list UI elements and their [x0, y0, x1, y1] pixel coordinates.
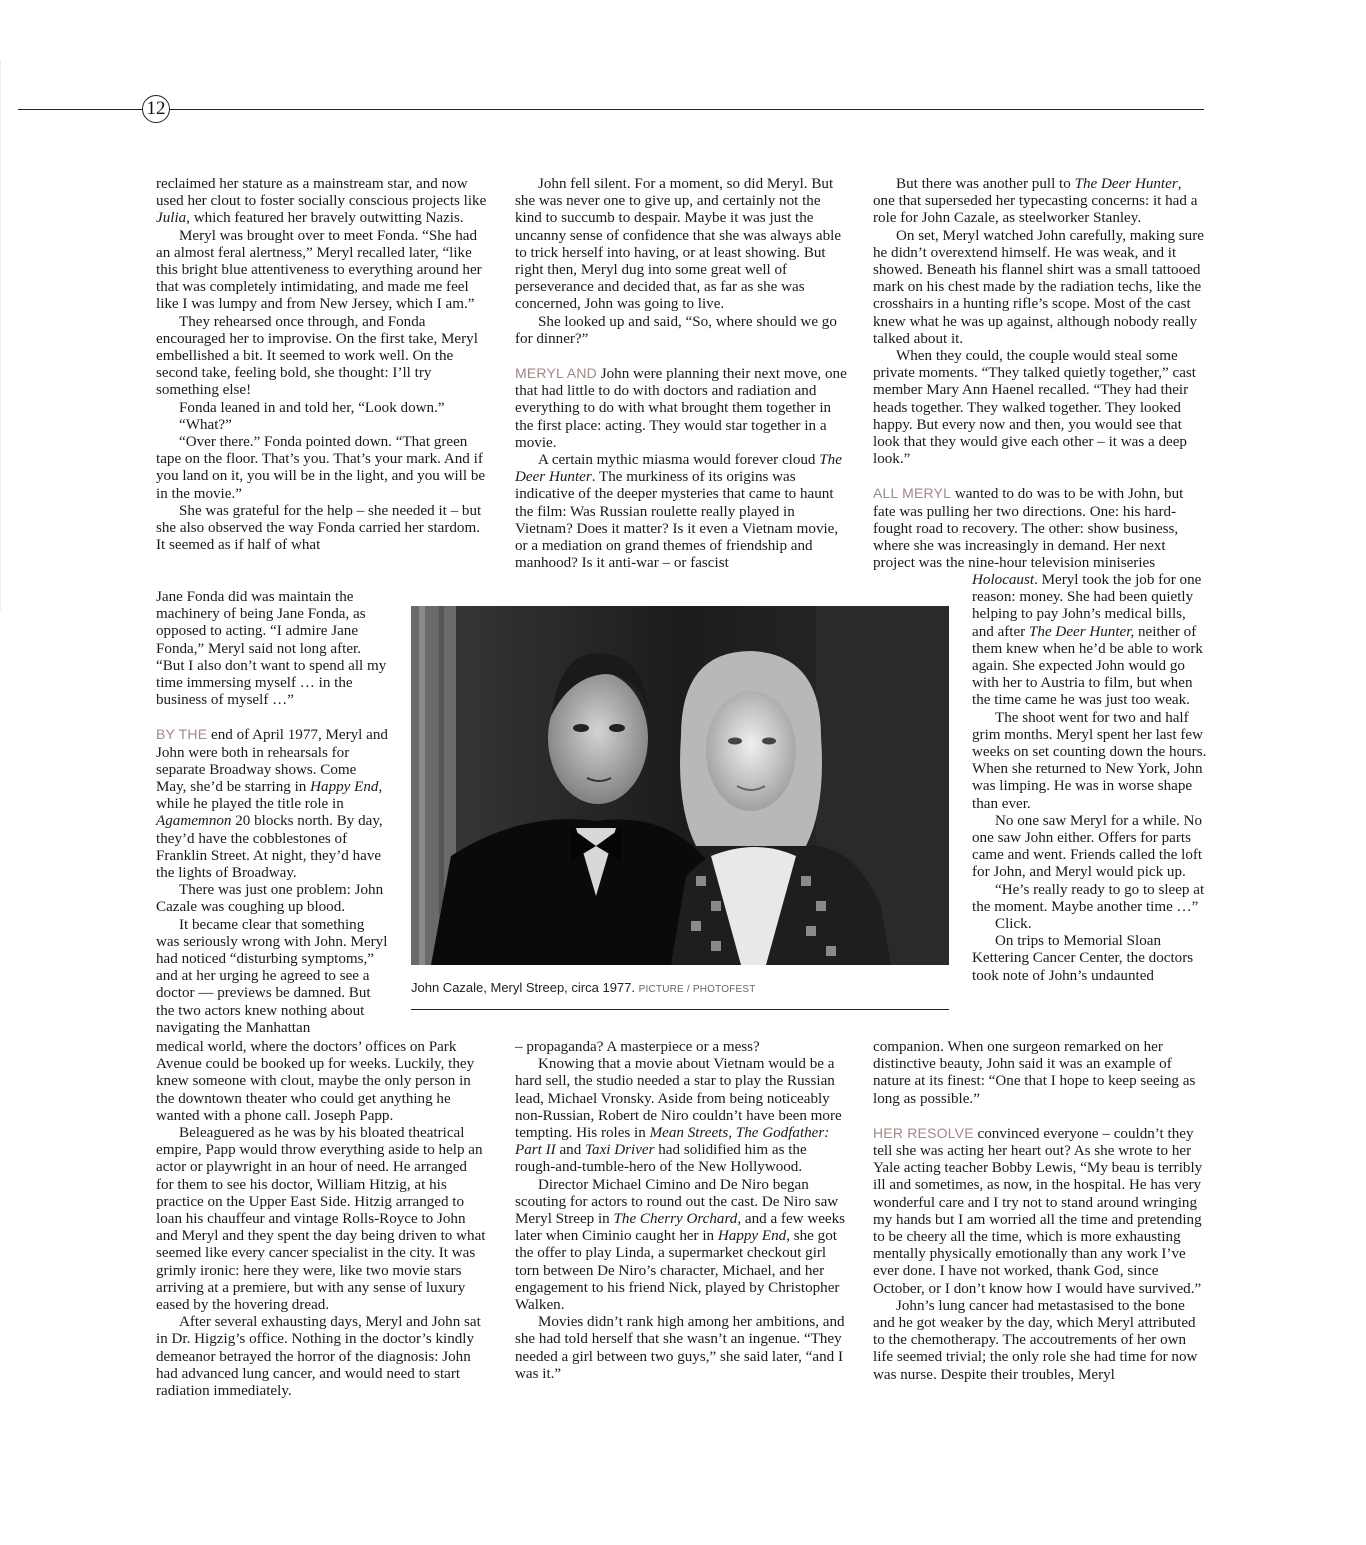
- paragraph: When they could, the couple would steal some private moments. “They talked quietly together,” cast member Mary Ann Haenel recalled. “They had their heads together. They walked together. They looked happy. But every now and then, you would see that look that they would give each other – it was a deep look.”: [873, 348, 1196, 468]
- column-2-upper: [515, 176, 847, 572]
- paragraph: After several exhausting days, Meryl and John sat in Dr. Higzig’s office. Nothing in the doctor’s kindly demeanor betrayed the horror of the diagnosis: John had advanced lung cancer, and would need to start radiation immediately.: [156, 1314, 481, 1400]
- paragraph: reclaimed her stature as a mainstream star, and now used her clout to foster socially conscious projects like Julia, which featured her bravely outwitting Nazis.: [156, 176, 487, 227]
- paragraph: It became clear that something was seriously wrong with John. Meryl had noticed “disturbing symptoms,” and at her urging he agreed to see a doctor — previews be damned. But the two actors knew nothing about navigating the Manhattan: [156, 916, 388, 1036]
- column-1-upper: [156, 176, 488, 554]
- paragraph: They rehearsed once through, and Fonda encouraged her to improvise. On the first take, Meryl embellished a bit. It seemed to work well. On the second take, feeling bold, she thought: I’ll try something else!: [156, 313, 478, 399]
- paragraph: No one saw Meryl for a while. No one saw John either. Offers for parts came and went. Friends called the loft for John, and Meryl would pick up.: [972, 812, 1203, 881]
- paragraph: There was just one problem: John Cazale was coughing up blood.: [156, 882, 384, 916]
- paragraph: A certain mythic miasma would forever cloud The Deer Hunter. The murkiness of its origins was indicative of the deeper mysteries that came to haunt the film: Was Russian roulette really played in Vietnam? Does it matter? Is it even a Vietnam movie, or a mediation on grand themes of friendship and manhood? Is it anti-war – or fascist: [515, 452, 842, 572]
- paragraph: She was grateful for the help – she needed it – but she also observed the way Fonda carried her stardom. It seemed as if half of what: [156, 502, 482, 554]
- paragraph: She looked up and said, “So, where should we go for dinner?”: [515, 313, 837, 347]
- column-3-lower: [873, 1039, 1205, 1384]
- caption-rule: [411, 1009, 949, 1010]
- paragraph: On trips to Memorial Sloan Kettering Cancer Center, the doctors took note of John’s undaunted: [972, 933, 1194, 984]
- paragraph: – propaganda? A masterpiece or a mess?: [515, 1039, 760, 1055]
- column-3-wrap: [972, 572, 1208, 985]
- paragraph: But there was another pull to The Deer Hunter, one that superseded her typecasting concerns: it had a role for John Cazale, as steelworker Stanley.: [873, 176, 1198, 227]
- paragraph: “Over there.” Fonda pointed down. “That green tape on the floor. That’s you. That’s your mark. And if you land on it, you will be in the light, and you will be in the movie.”: [156, 434, 486, 502]
- photo-caption: [411, 980, 949, 995]
- paragraph: Holocaust. Meryl took the job for one reason: money. She had been quietly helping to pay John’s medical bills, and after The Deer Hunter, neither of them knew when he’d be able to work again. She expected John would go with her to Austria to film, but when the time came he was just too weak.: [972, 572, 1203, 709]
- page-edge-shadow: [0, 60, 1, 610]
- paragraph: John fell silent. For a moment, so did Meryl. But she was never one to give up, and certainly not the kind to succumb to despair. Maybe it was just the uncanny sense of confidence that she was always able to trick herself into having, or at least showing. But right then, Meryl dug into some great well of perseverance and decided that, as far as she was concerned, John was going to live.: [515, 176, 842, 313]
- paragraph: medical world, where the doctors’ offices on Park Avenue could be booked up for weeks. Luckily, they knew someone with clout, maybe the only person in the downtown theater who could get anything he wanted with a phone call. Joseph Papp.: [156, 1039, 475, 1124]
- column-2-lower: [515, 1039, 847, 1383]
- paragraph: companion. When one surgeon remarked on her distinctive beauty, John said it was an example of nature at its finest: “One that I hope to keep seeing as long as possible.”: [873, 1039, 1196, 1107]
- paragraph: Knowing that a movie about Vietnam would be a hard sell, the studio needed a star to play the Russian lead, Michael Vronsky. Aside from being noticeably non-Russian, Robert de Niro couldn’t have been more tempting. His roles in Mean Streets, The Godfather: Part II and Taxi Driver had solidified him as the rough-and-tumble-hero of the New Hollywood.: [515, 1056, 842, 1176]
- section-paragraph: BY THE end of April 1977, Meryl and John were both in rehearsals for separate Broadway shows. Come May, she’d be starring in Happy End, while he played the title role in Agamemnon 20 blocks north. By day, they’d have the cobblestones of Franklin Street. At night, they’d have the lights of Broadway.: [156, 726, 388, 882]
- lead-in: BY THE: [156, 726, 208, 743]
- lead-in: ALL MERYL: [873, 485, 952, 502]
- section-paragraph: HER RESOLVE convinced everyone – couldn’t they tell she was acting her heart out? As she wrote to her Yale acting teacher Bobby Lewis, “My beau is terribly ill and sometimes, as now, in the hospital. He has very wonderful care and I try not to stand around wringing my hands but I am worried all the time and pretending to be cheery all the time, which is more exhausting mentally physically emotionally than any work I’ve ever done. I have not worked, thank God, since October, or I don’t know how I would have survived.”: [873, 1124, 1203, 1297]
- paragraph: Meryl was brought over to meet Fonda. “She had an almost feral alertness,” Meryl recalled later, “like this bright blue attentiveness to everything around her that was completely intimidating, and made me feel like I was lumpy and from New Jersey, which I am.”: [156, 227, 482, 313]
- column-1-lower: [156, 1039, 488, 1400]
- paragraph: On set, Meryl watched John carefully, making sure he didn’t overextend himself. He was weak, and it showed. Beneath his flannel shirt was a small tattooed mark on his chest made by the radiation techs, like the crosshairs in a hunting rifle’s scope. Most of the cast knew what he was up against, although nobody really talked about it.: [873, 227, 1204, 347]
- paragraph: Fonda leaned in and told her, “Look down.”: [179, 399, 445, 416]
- paragraph: Jane Fonda did was maintain the machinery of being Jane Fonda, as opposed to acting. “I admire Jane Fonda,” Meryl said not long after. “But I also don’t want to spend all my time immersing myself … in the business of myself …”: [156, 589, 387, 709]
- paragraph: “He’s really ready to go to sleep at the moment. Maybe another time …”: [972, 881, 1205, 915]
- paragraph: “What?”: [179, 416, 232, 433]
- paragraph: Beleaguered as he was by his bloated theatrical empire, Papp would throw everything aside to help an actor or playwright in an hour of need. He arranged for them to see his doctor, William Hitzig, at his practice on the Upper East Side. Hitzig arranged to loan his chauffeur and vintage Rolls-Royce to John and Meryl and they spent the day being driven to what seemed like every cancer specialist in the city. It was grimly ironic: here they were, like two movie stars arriving at a premiere, but with any sense of luxury eased by the hovering dread.: [156, 1125, 486, 1314]
- photo-cazale-streep: [411, 606, 949, 965]
- paragraph: John’s lung cancer had metastasised to the bone and he got weaker by the day, which Meryl attributed to the chemotherapy. The accoutrements of her own life seemed trivial; the only role she had time for now was nurse. Despite their troubles, Meryl: [873, 1297, 1198, 1383]
- column-3-upper: [873, 176, 1205, 572]
- paragraph: Movies didn’t rank high among her ambitions, and she had told herself that she wasn’t an ingenue. “They needed a girl between two guys,” she said later, “and I was it.”: [515, 1314, 845, 1382]
- paragraph: Click.: [995, 916, 1032, 933]
- paragraph: The shoot went for two and half grim months. Meryl spent her last few weeks on set counting down the hours. When she returned to New York, John was limping. He was in worse shape than ever.: [972, 709, 1207, 812]
- column-1-wrap: [156, 589, 388, 1037]
- header-rule: [18, 109, 1204, 110]
- photo-credit: PICTURE / PHOTOFEST: [638, 984, 756, 995]
- lead-in: HER RESOLVE: [873, 1124, 974, 1141]
- caption-text: John Cazale, Meryl Streep, circa 1977.: [411, 980, 635, 995]
- paragraph: Director Michael Cimino and De Niro began scouting for actors to round out the cast. De Niro saw Meryl Streep in The Cherry Orchard, and a few weeks later when Ciminio caught her in Happy End, she got the offer to play Linda, a supermarket checkout girl torn between De Niro’s character, Michael, and her engagement to his friend Nick, played by Christopher Walken.: [515, 1176, 846, 1314]
- page-number: 12: [142, 95, 170, 123]
- section-paragraph: MERYL AND John were planning their next move, one that had little to do with doctors and radiation and everything to do with what brought them together in the first place: acting. They would star together in a movie.: [515, 365, 847, 451]
- section-paragraph: ALL MERYL wanted to do was to be with John, but fate was pulling her two directions. One: his hard-fought road to recovery. The other: show business, where she was increasingly in demand. Her next project was the nine-hour television miniseries: [873, 485, 1184, 572]
- lead-in: MERYL AND: [515, 365, 597, 382]
